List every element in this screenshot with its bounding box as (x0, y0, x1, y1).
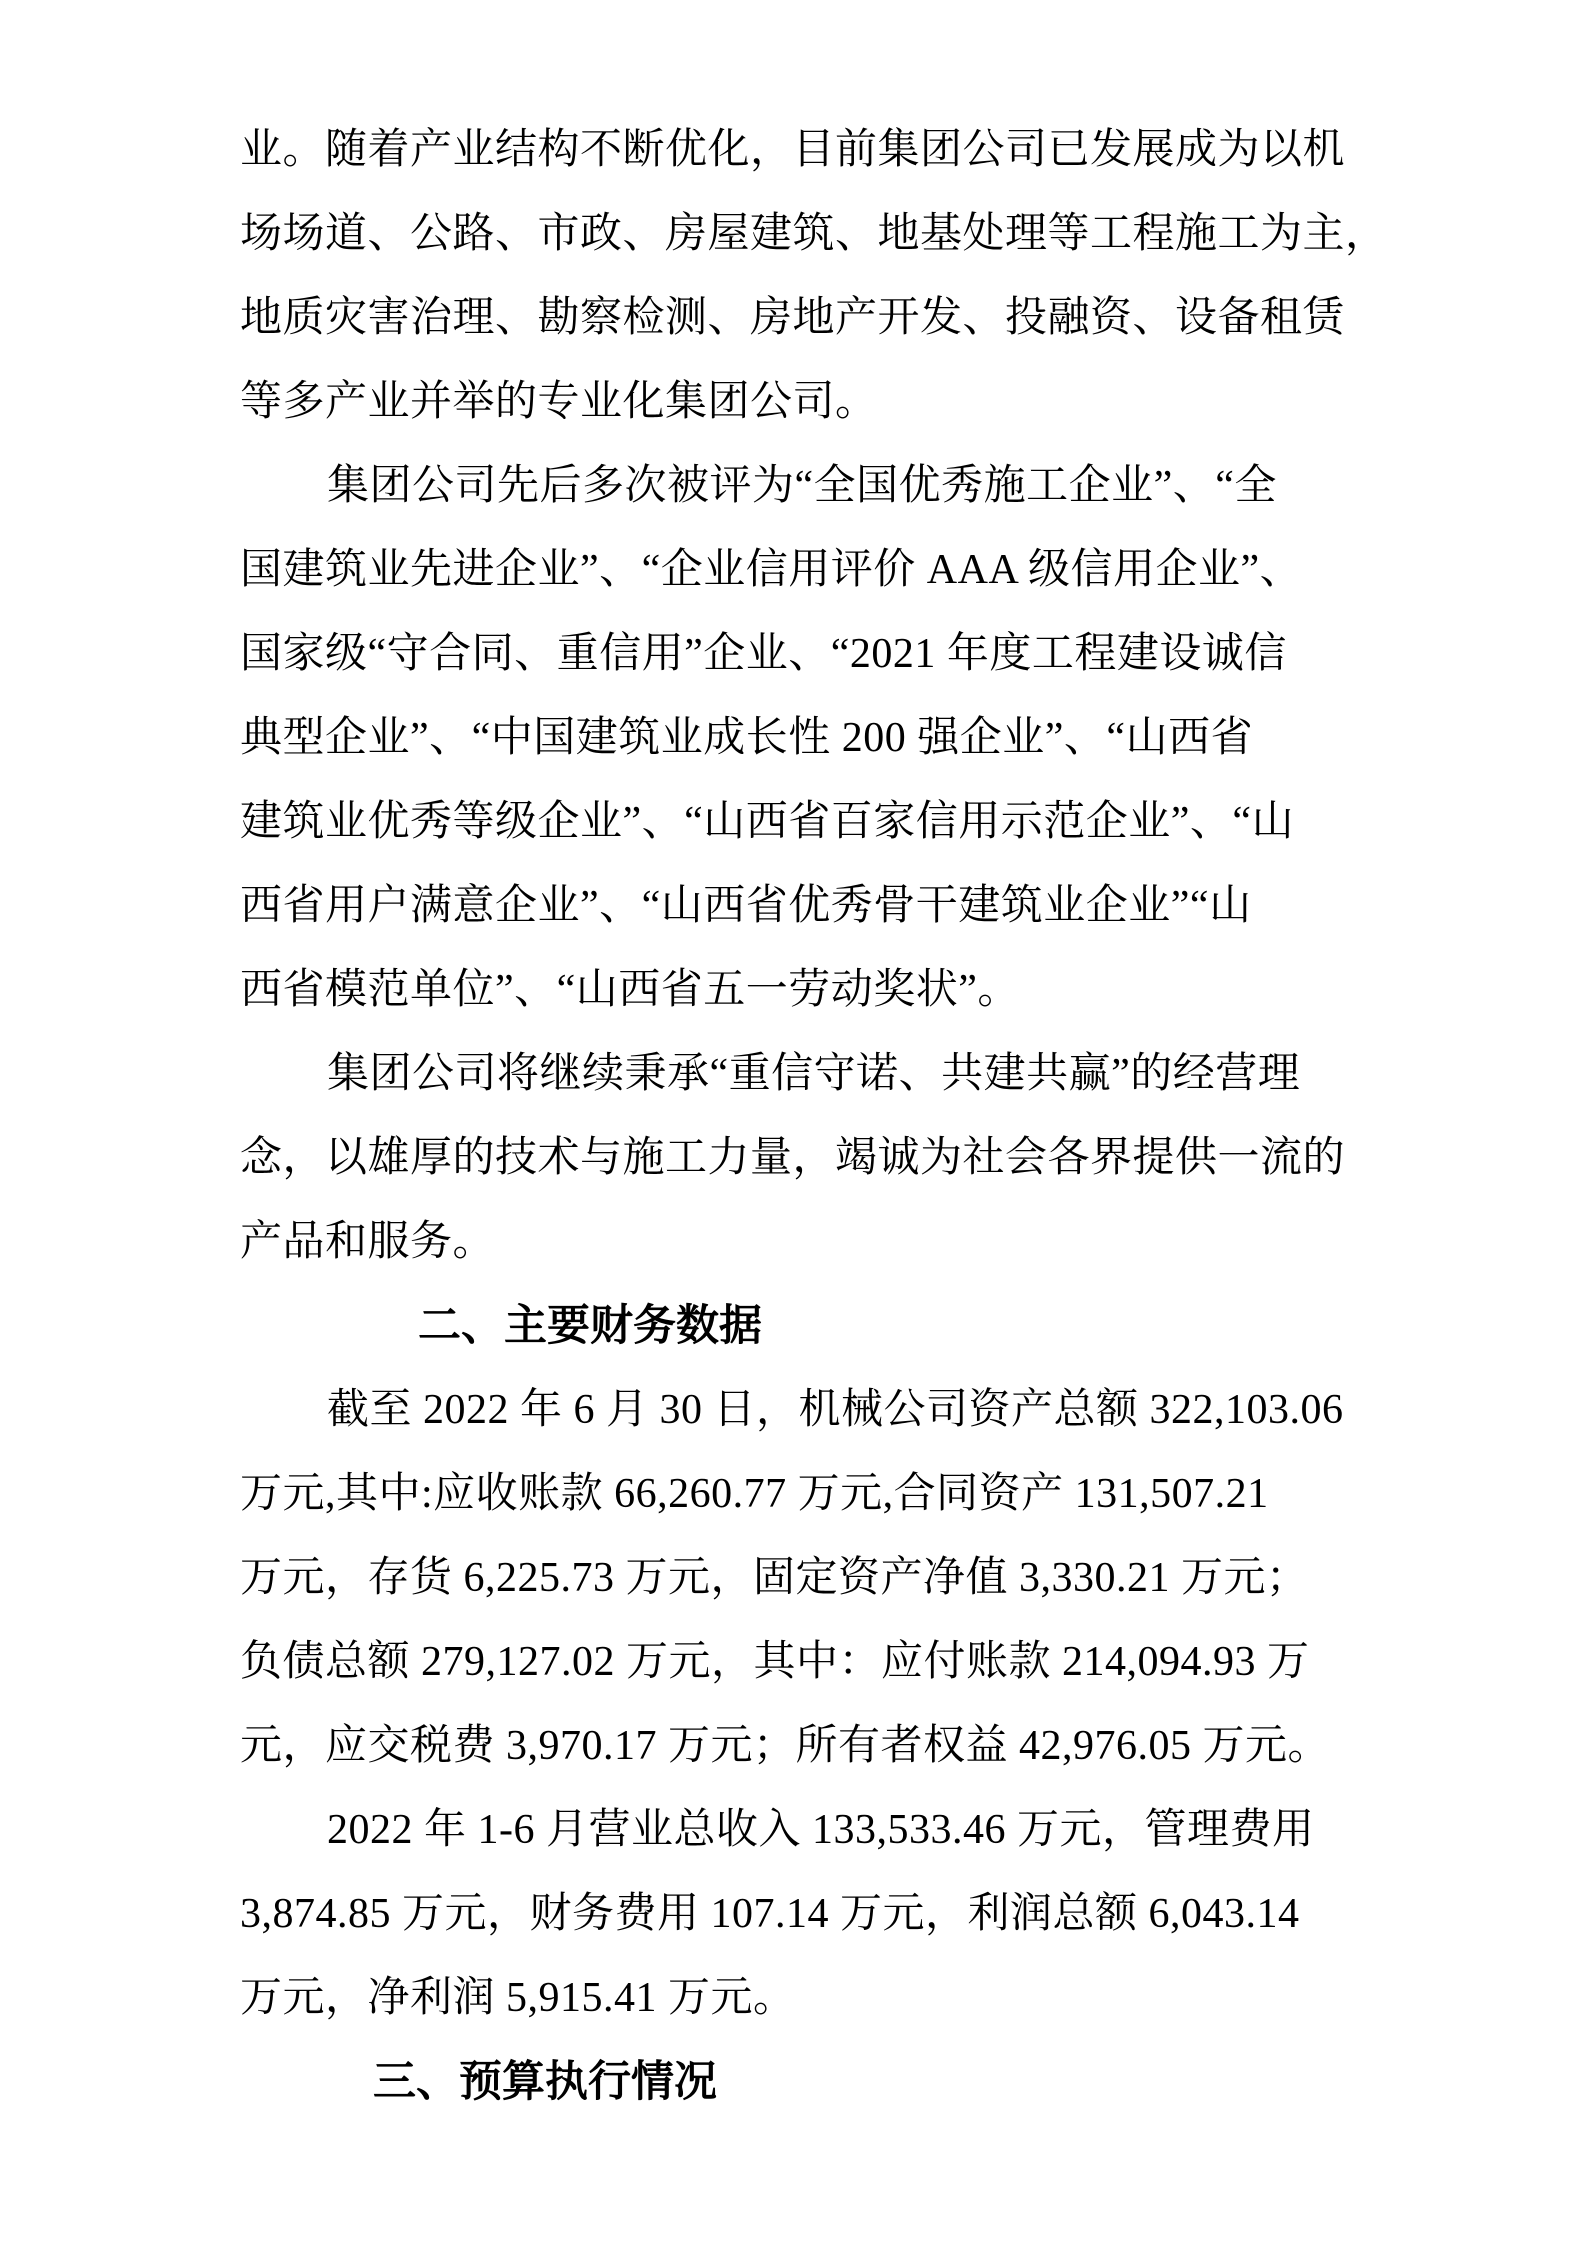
text-line: 地质灾害治理、勘察检测、房地产开发、投融资、设备租赁 (240, 295, 1346, 341)
text-line: 负债总额 279,127.02 万元，其中：应付账款 214,094.93 万 (240, 1639, 1310, 1685)
text-line: 场场道、公路、市政、房屋建筑、地基处理等工程施工为主， (240, 211, 1388, 257)
text-line: 万元，净利润 5,915.41 万元。 (240, 1975, 796, 2021)
text-line: 国家级“守合同、重信用”企业、“2021 年度工程建设诚信 (240, 631, 1287, 677)
document-body (240, 108, 1388, 2124)
text-line: 业。随着产业结构不断优化，目前集团公司已发展成为以机 (240, 127, 1346, 173)
text-line: 等多产业并举的专业化集团公司。 (240, 379, 878, 425)
text-line: 产品和服务。 (240, 1219, 496, 1265)
text-line: 万元，存货 6,225.73 万元，固定资产净值 3,330.21 万元； (240, 1555, 1309, 1601)
text-line: 万元,其中:应收账款 66,260.77 万元,合同资产 131,507.21 (240, 1471, 1269, 1517)
text-line: 典型企业”、“中国建筑业成长性 200 强企业”、“山西省 (240, 715, 1254, 761)
text-line: 建筑业优秀等级企业”、“山西省百家信用示范企业”、“山 (240, 799, 1295, 845)
text-line: 念，以雄厚的技术与施工力量，竭诚为社会各界提供一流的 (240, 1135, 1346, 1181)
section-heading-finance-data: 二、主要财务数据 (418, 1302, 762, 1350)
text-line: 2022 年 1-6 月营业总收入 133,533.46 万元，管理费用 (327, 1807, 1315, 1853)
text-line: 集团公司将继续秉承“重信守诺、共建共赢”的经营理 (327, 1051, 1301, 1097)
text-line: 截至 2022 年 6 月 30 日，机械公司资产总额 322,103.06 (327, 1387, 1344, 1433)
text-line: 集团公司先后多次被评为“全国优秀施工企业”、“全 (327, 463, 1277, 509)
text-line: 3,874.85 万元，财务费用 107.14 万元，利润总额 6,043.14 (240, 1891, 1300, 1937)
text-line: 元，应交税费 3,970.17 万元；所有者权益 42,976.05 万元。 (240, 1723, 1331, 1769)
text-line: 西省模范单位”、“山西省五一劳动奖状”。 (240, 967, 1020, 1013)
text-line: 西省用户满意企业”、“山西省优秀骨干建筑业企业”“山 (240, 883, 1252, 929)
section-heading-budget-execution: 三、预算执行情况 (373, 2058, 717, 2106)
text-line: 国建筑业先进企业”、“企业信用评价 AAA 级信用企业”、 (240, 547, 1303, 593)
